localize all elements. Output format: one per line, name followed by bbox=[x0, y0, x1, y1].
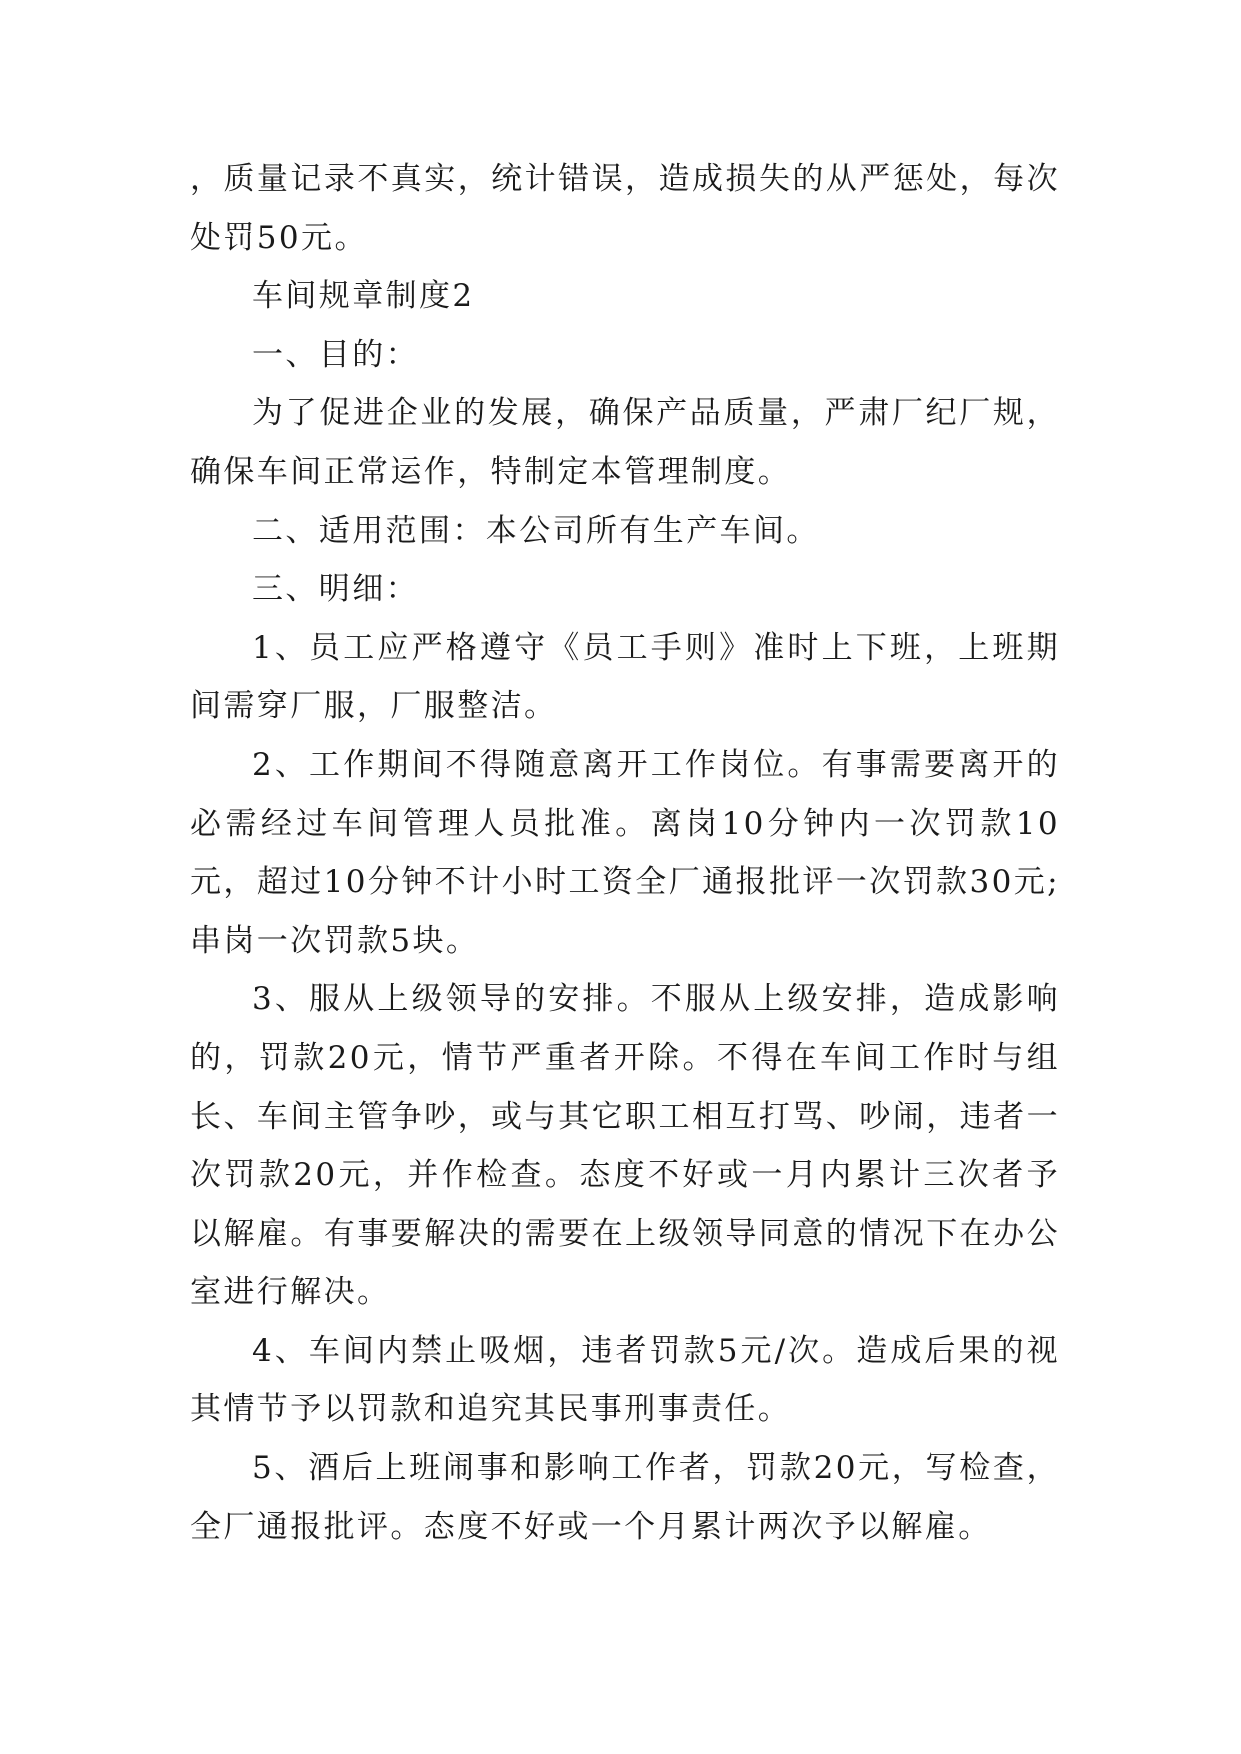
document-body bbox=[190, 150, 1060, 1556]
paragraph-scope: 二、适用范围：本公司所有生产车间。 bbox=[252, 512, 820, 549]
heading-purpose: 一、目的： bbox=[252, 336, 419, 373]
rule-item-1: 1、员工应严格遵守《员工手则》准时上下班，上班期间需穿厂服，厂服整洁。 bbox=[190, 629, 1060, 725]
section-title: 车间规章制度2 bbox=[252, 278, 475, 315]
rule-item-2: 2、工作期间不得随意离开工作岗位。有事需要离开的必需经过车间管理人员批准。离岗10分钟内一次罚款10元，超过10分钟不计小时工资全厂通报批评一次罚款30元;串岗一次罚款5块。 bbox=[190, 746, 1060, 959]
rule-item-5: 5、酒后上班闹事和影响工作者，罚款20元，写检查，全厂通报批评。态度不好或一个月累计两次予以解雇。 bbox=[190, 1450, 1060, 1545]
rule-item-4: 4、车间内禁止吸烟，违者罚款5元/次。造成后果的视其情节予以罚款和追究其民事刑事责任。 bbox=[190, 1332, 1060, 1428]
paragraph-purpose: 为了促进企业的发展，确保产品质量，严肃厂纪厂规，确保车间正常运作，特制定本管理制度。 bbox=[190, 395, 1060, 490]
paragraph-penalty-continuation: ，质量记录不真实，统计错误，造成损失的从严惩处，每次处罚50元。 bbox=[190, 161, 1060, 256]
rule-item-3: 3、服从上级领导的安排。不服从上级安排，造成影响的，罚款20元，情节严重者开除。不得在车间工作时与组长、车间主管争吵，或与其它职工相互打骂、吵闹，违者一次罚款20元，并作检查。态度不好或一月内累计三次者予以解雇。有事要解决的需要在上级领导同意的情况下在办公室进行解决。 bbox=[190, 981, 1060, 1311]
heading-details: 三、明细： bbox=[252, 571, 419, 608]
